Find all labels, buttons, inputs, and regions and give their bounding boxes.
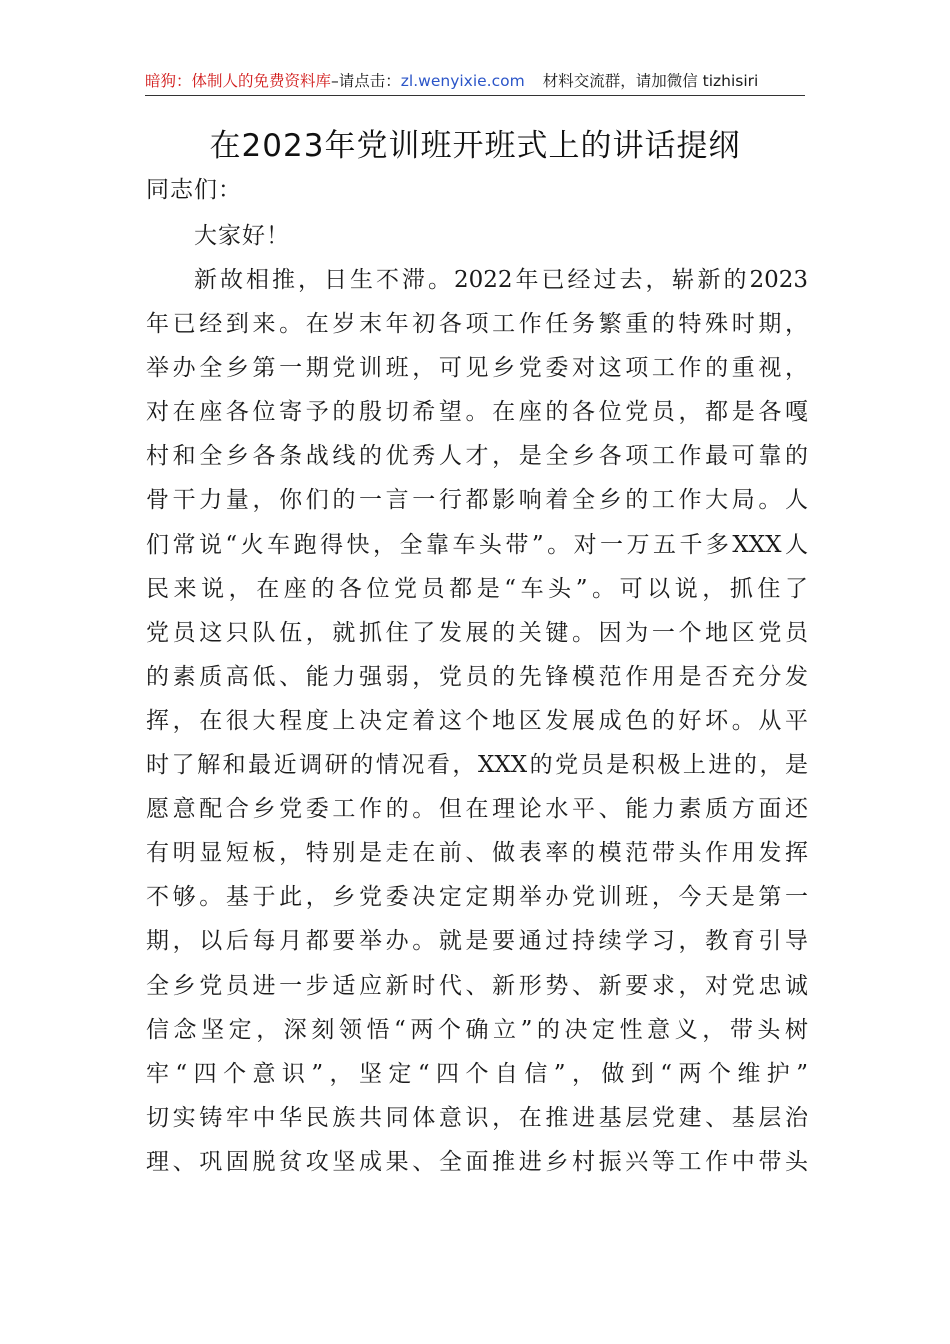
body-line: 对在座各位寄予的殷切希望。在座的各位党员，都是各嘎 <box>146 399 808 426</box>
body-line: 理、巩固脱贫攻坚成果、全面推进乡村振兴等工作中带头 <box>146 1148 808 1175</box>
body-line: 牢“四个意识”，坚定“四个自信”，做到“两个维护” <box>146 1060 808 1087</box>
body-line: 新故相推，日生不滞。2022年已经过去，崭新的2023 <box>194 267 808 293</box>
body-line: 全乡党员进一步适应新时代、新形势、新要求，对党忠诚 <box>146 972 808 999</box>
header-wechat-note: 材料交流群，请加微信 tizhisiri <box>542 72 759 90</box>
body-line: 期，以后每月都要举办。就是要通过持续学习，教育引导 <box>146 928 808 955</box>
body-line: 们常说“火车跑得快，全靠车头带”。对一万五千多XXX人 <box>146 531 808 558</box>
header-brand: 暗狗：体制人的免费资料库 <box>145 72 332 90</box>
body-line: 年已经到来。在岁末年初各项工作任务繁重的特殊时期， <box>146 311 808 338</box>
body-line: 村和全乡各条战线的优秀人才，是全乡各项工作最可靠的 <box>146 443 808 470</box>
body-line: 党员这只队伍，就抓住了发展的关键。因为一个地区党员 <box>146 619 808 646</box>
body-line: 时了解和最近调研的情况看，XXX的党员是积极上进的，是 <box>146 752 808 779</box>
header-divider <box>145 95 805 96</box>
document-title: 在2023年党训班开班式上的讲话提纲 <box>209 128 741 164</box>
body-line: 信念坚定，深刻领悟“两个确立”的决定性意义，带头树 <box>146 1016 808 1043</box>
watermark-header <box>145 68 805 94</box>
body-paragraph <box>146 258 808 1184</box>
body-line: 挥，在很大程度上决定着这个地区发展成色的好坏。从平 <box>146 707 808 734</box>
body-line: 切实铸牢中华民族共同体意识，在推进基层党建、基层治 <box>146 1104 808 1131</box>
body-line: 的素质高低、能力强弱，党员的先锋模范作用是否充分发 <box>146 663 808 690</box>
header-url-link[interactable]: zl.wenyixie.com <box>400 72 525 90</box>
header-click-prompt: –请点击： <box>331 72 401 90</box>
body-line: 有明显短板，特别是走在前、做表率的模范带头作用发挥 <box>146 840 808 867</box>
body-line: 民来说，在座的各位党员都是“车头”。可以说，抓住了 <box>146 575 808 602</box>
body-line: 举办全乡第一期党训班，可见乡党委对这项工作的重视， <box>146 355 808 382</box>
greeting: 同志们： <box>146 177 242 203</box>
body-line: 愿意配合乡党委工作的。但在理论水平、能力素质方面还 <box>146 796 808 823</box>
body-line: 骨干力量，你们的一言一行都影响着全乡的工作大局。人 <box>146 487 808 514</box>
body-line: 不够。基于此，乡党委决定定期举办党训班，今天是第一 <box>146 884 808 911</box>
salute: 大家好！ <box>194 223 290 249</box>
